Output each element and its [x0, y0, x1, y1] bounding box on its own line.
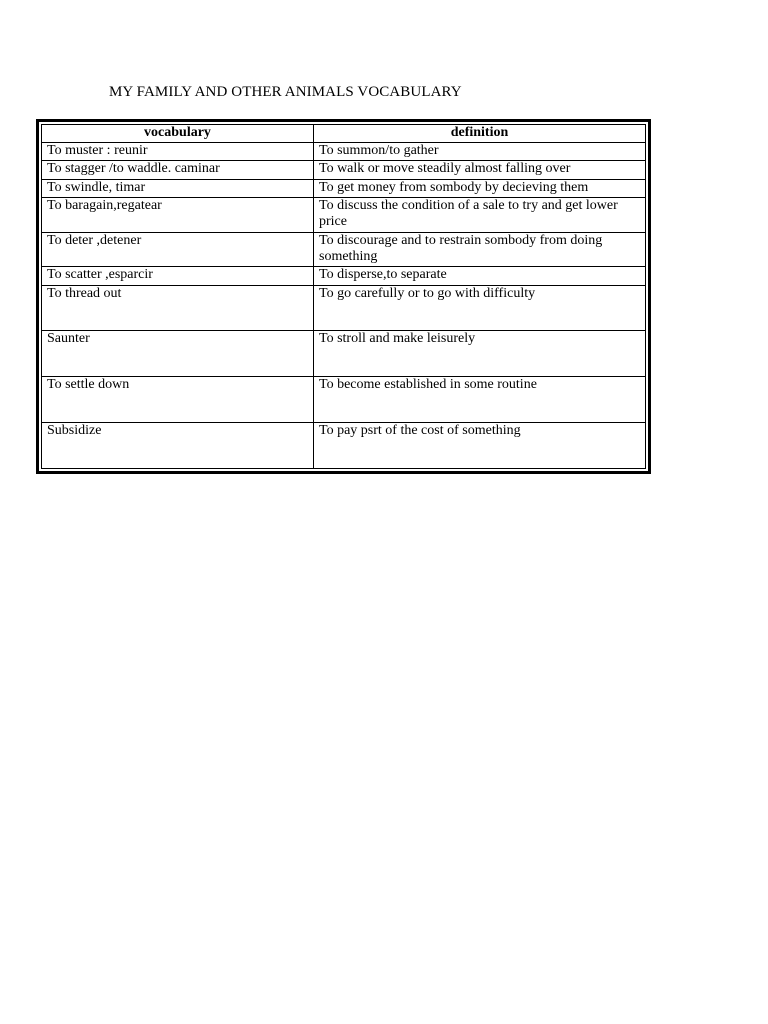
vocabulary-table-frame	[36, 119, 651, 474]
table-row	[42, 267, 646, 285]
vocabulary-cell: To swindle, timar	[42, 179, 314, 197]
definition-cell: To discuss the condition of a sale to try and get lower price	[314, 197, 646, 232]
vocabulary-cell: To scatter ,esparcir	[42, 267, 314, 285]
table-header-row	[42, 125, 646, 143]
vocabulary-cell: To muster : reunir	[42, 143, 314, 161]
vocabulary-cell: To settle down	[42, 377, 314, 423]
table-row	[42, 423, 646, 469]
definition-cell: To get money from sombody by decieving them	[314, 179, 646, 197]
document-title: MY FAMILY AND OTHER ANIMALS VOCABULARY	[109, 84, 462, 100]
table-row	[42, 161, 646, 179]
definition-cell: To walk or move steadily almost falling over	[314, 161, 646, 179]
definition-cell: To summon/to gather	[314, 143, 646, 161]
table-row	[42, 232, 646, 267]
definition-cell: To discourage and to restrain sombody from doing something	[314, 232, 646, 267]
definition-cell: To stroll and make leisurely	[314, 331, 646, 377]
table-row	[42, 331, 646, 377]
definition-cell: To disperse,to separate	[314, 267, 646, 285]
vocabulary-table	[41, 124, 646, 469]
vocabulary-cell: To thread out	[42, 285, 314, 331]
vocabulary-cell: To stagger /to waddle. caminar	[42, 161, 314, 179]
vocabulary-cell: Subsidize	[42, 423, 314, 469]
header-vocabulary: vocabulary	[42, 125, 314, 143]
table-row	[42, 197, 646, 232]
vocabulary-cell: To baragain,regatear	[42, 197, 314, 232]
vocabulary-cell: Saunter	[42, 331, 314, 377]
table-row	[42, 143, 646, 161]
table-row	[42, 377, 646, 423]
definition-cell: To pay psrt of the cost of something	[314, 423, 646, 469]
definition-cell: To become established in some routine	[314, 377, 646, 423]
table-row	[42, 179, 646, 197]
definition-cell: To go carefully or to go with difficulty	[314, 285, 646, 331]
header-definition: definition	[314, 125, 646, 143]
vocabulary-cell: To deter ,detener	[42, 232, 314, 267]
table-row	[42, 285, 646, 331]
